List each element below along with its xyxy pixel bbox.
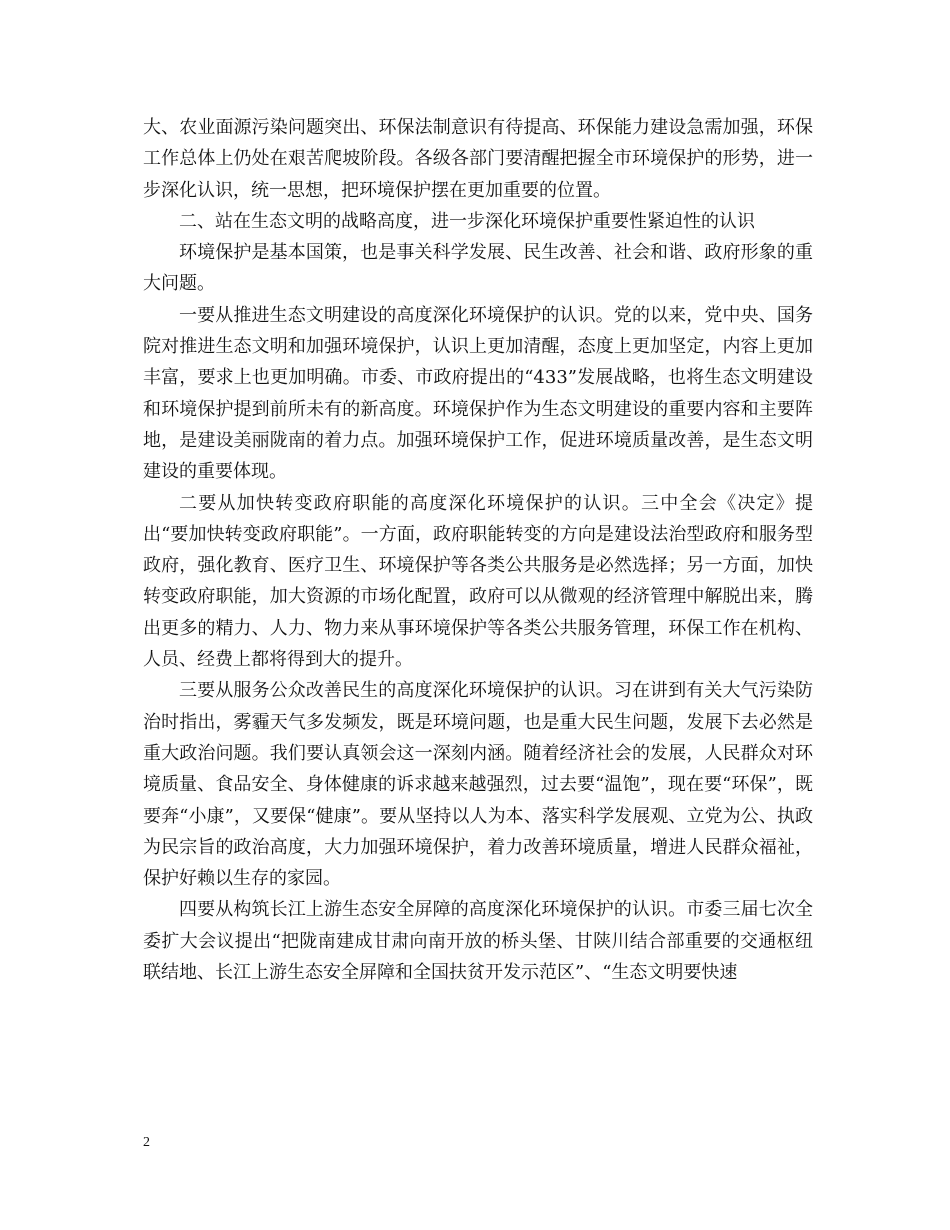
section-heading: 二、站在生态文明的战略高度，进一步深化环境保护重要性紧迫性的认识	[179, 210, 755, 232]
paragraph-4: 二要从加快转变政府职能的高度深化环境保护的认识。三中全会《决定》提出“要加快转变政府职能”。一方面，政府职能转变的方向是建设法治型政府和服务型政府，强化教育、医疗卫生、环境保护等各类公共服务是必然选择；另一方面，加快转变政府职能，加大资源的市场化配置，政府可以从微观的经济管理中解脱出来，腾出更多的精力、人力、物力来从事环境保护等各类公共服务管理，环保工作在机构、人员、经费上都将得到大的提升。	[143, 492, 813, 671]
paragraph-1: 大、农业面源污染问题突出、环保法制意识有待提高、环保能力建设急需加强，环保工作总体上仍处在艰苦爬坡阶段。各级各部门要清醒把握全市环境保护的形势，进一步深化认识，统一思想，把环境保护摆在更加重要的位置。	[143, 117, 813, 201]
paragraph-3: 一要从推进生态文明建设的高度深化环境保护的认识。党的以来，党中央、国务院对推进生态文明和加强环境保护，认识上更加清醒，态度上更加坚定，内容上更加丰富，要求上也更加明确。市委、市政府提出的“433”发展战略，也将生态文明建设和环境保护提到前所未有的新高度。环境保护作为生态文明建设的重要内容和主要阵地，是建设美丽陇南的着力点。加强环境保护工作，促进环境质量改善，是生态文明建设的重要体现。	[143, 304, 813, 483]
document-body	[143, 112, 813, 988]
paragraph-6: 四要从构筑长江上游生态安全屏障的高度深化环境保护的认识。市委三届七次全委扩大会议提出“把陇南建成甘肃向南开放的桥头堡、甘陕川结合部重要的交通枢纽联结地、长江上游生态安全屏障和全国扶贫开发示范区”、“生态文明要快速	[143, 899, 813, 984]
paragraph-5: 三要从服务公众改善民生的高度深化环境保护的认识。习在讲到有关大气污染防治时指出，雾霾天气多发频发，既是环境问题，也是重大民生问题，发展下去必然是重大政治问题。我们要认真领会这一深刻内涵。随着经济社会的发展，人民群众对环境质量、食品安全、身体健康的诉求越来越强烈，过去要“温饱”，现在要“环保”，既要奔“小康”，又要保“健康”。要从坚持以人为本、落实科学发展观、立党为公、执政为民宗旨的政治高度，大力加强环境保护，着力改善环境质量，增进人民群众福祉，保护好赖以生存的家园。	[143, 680, 813, 890]
page-number: 2	[143, 1135, 150, 1150]
paragraph-2: 环境保护是基本国策，也是事关科学发展、民生改善、社会和谐、政府形象的重大问题。	[143, 242, 813, 295]
